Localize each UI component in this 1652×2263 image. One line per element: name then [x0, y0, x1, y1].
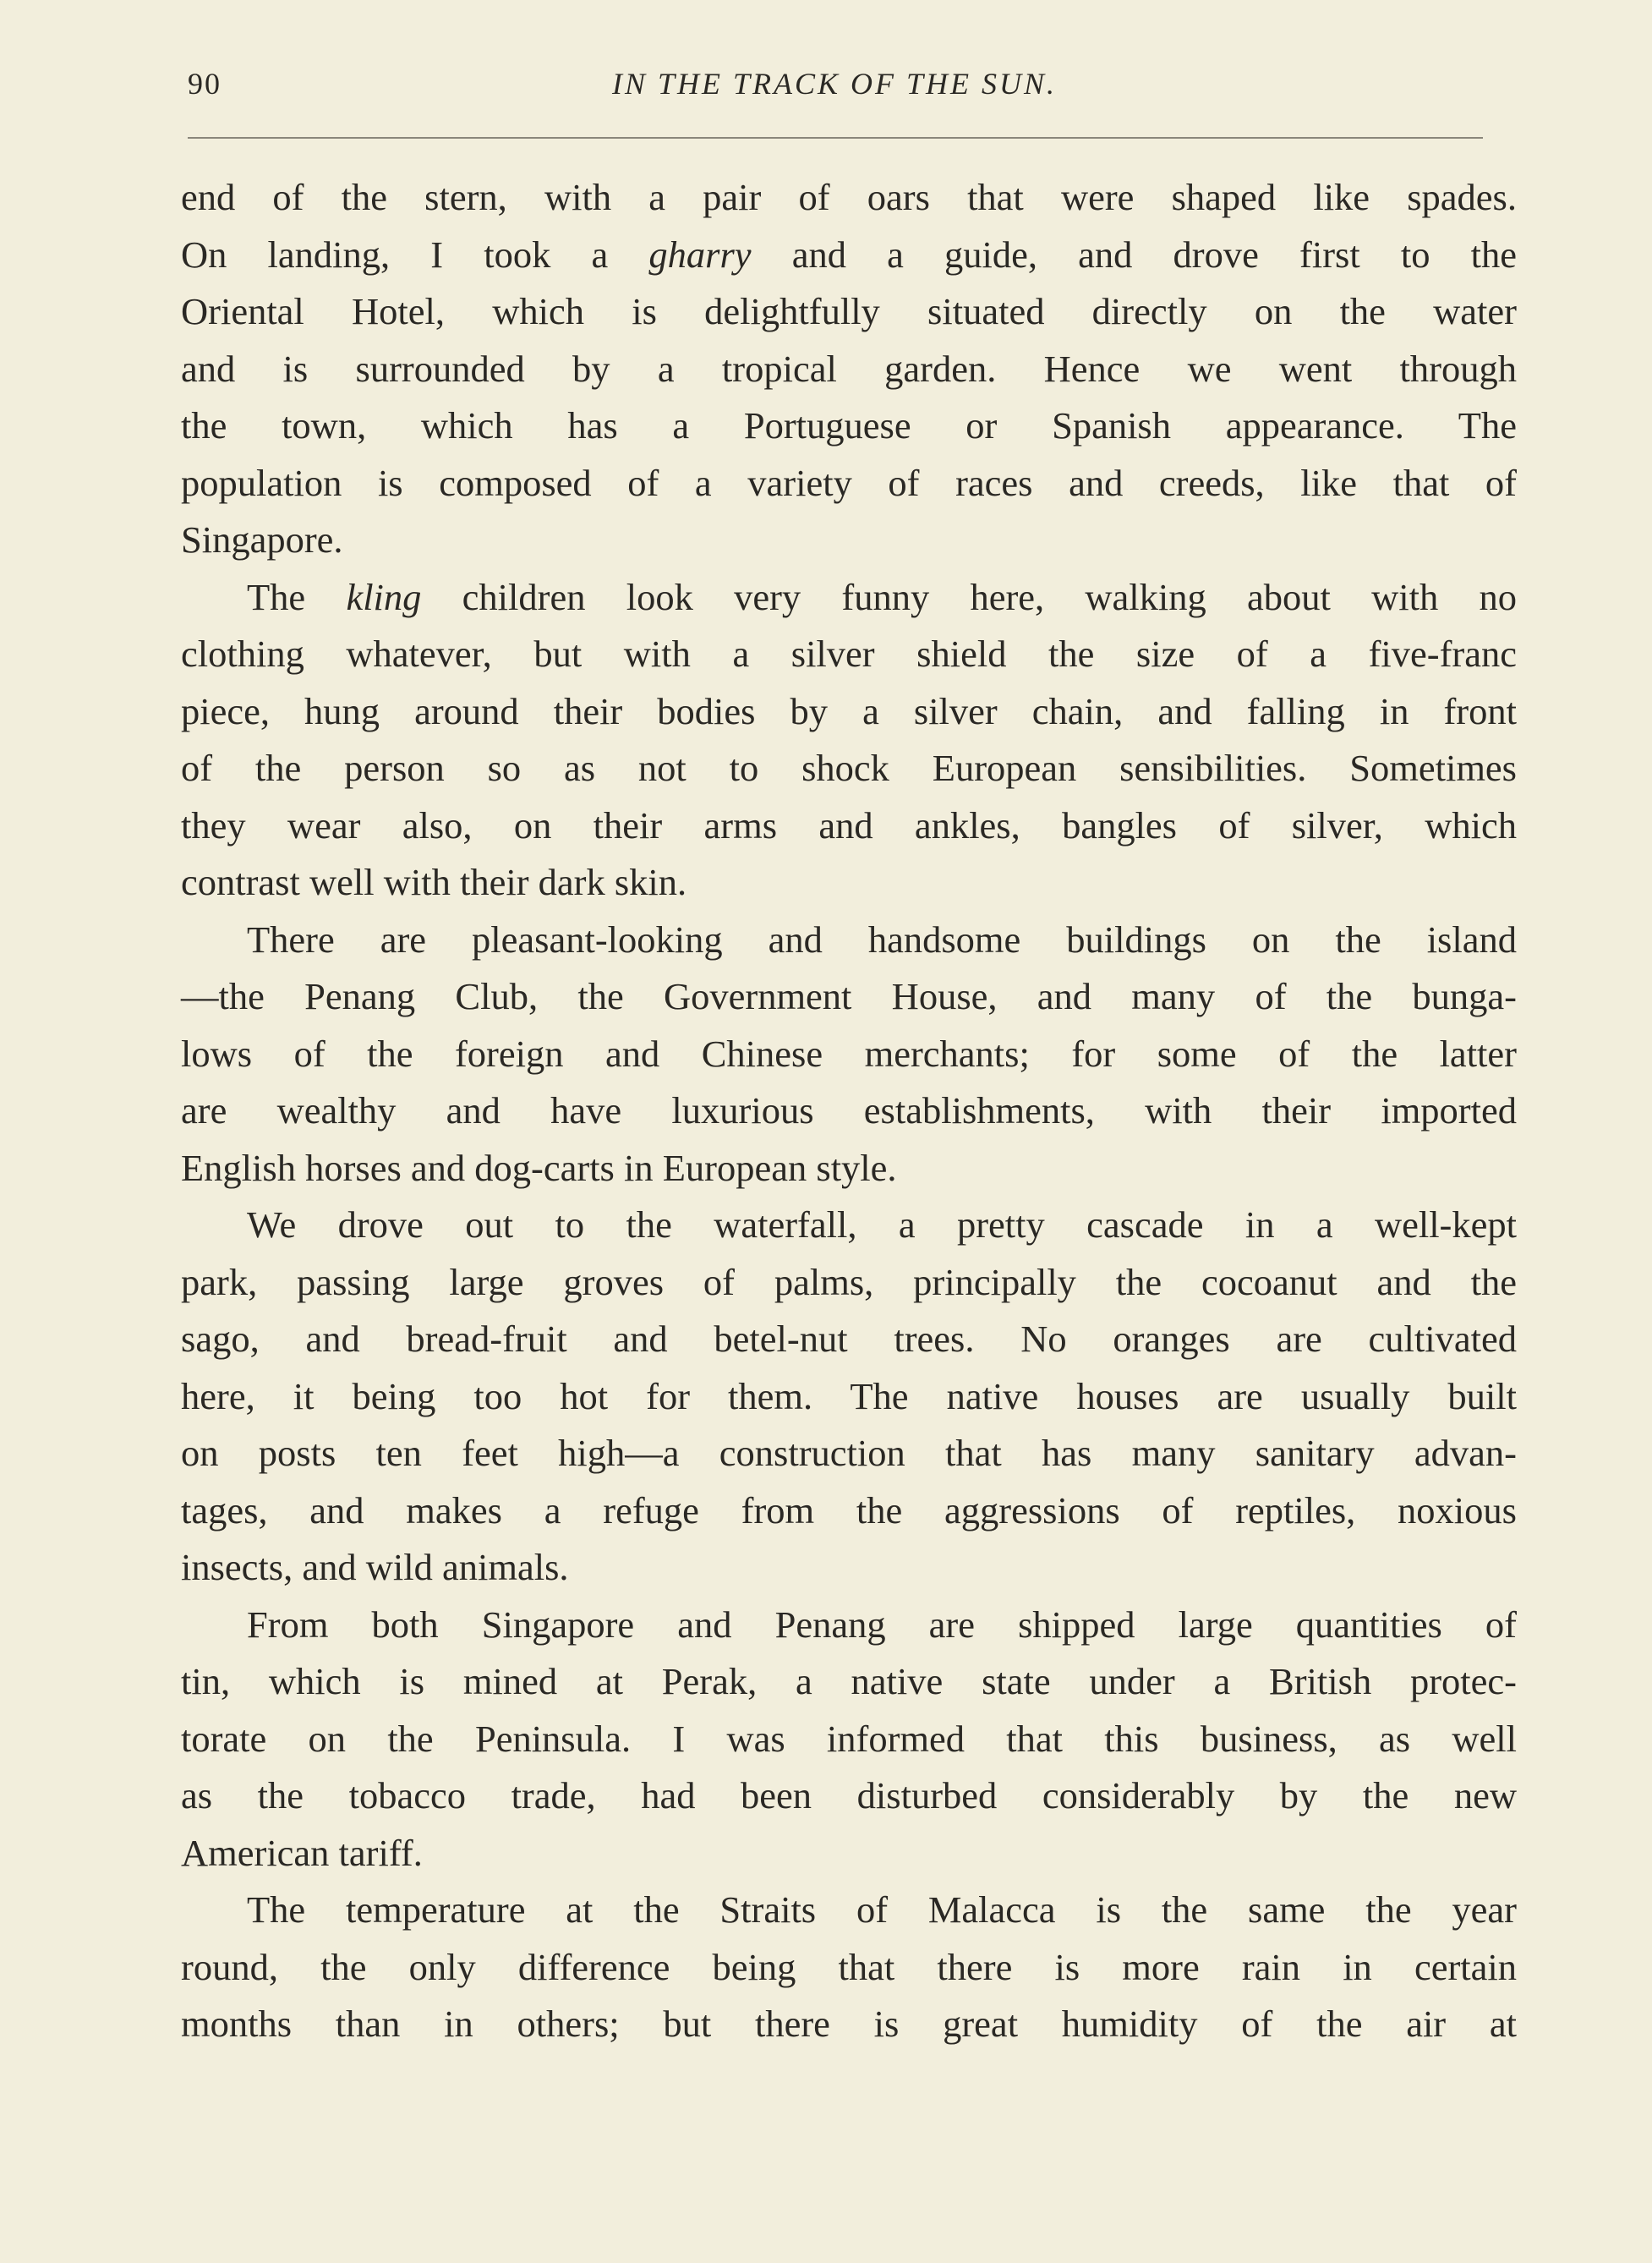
text-line: clothing whatever, but with a silver shield the size of a five-franc — [181, 633, 1517, 675]
text-line: are wealthy and have luxurious establishments, with their imported — [181, 1089, 1517, 1132]
page-header — [188, 66, 1481, 108]
text-line: American tariff. — [181, 1831, 423, 1874]
text-line: sago, and bread-fruit and betel-nut trees. No oranges are cultivated — [181, 1318, 1517, 1360]
text-line: insects, and wild animals. — [181, 1546, 569, 1588]
text-line: they wear also, on their arms and ankles, bangles of silver, which — [181, 803, 1517, 847]
text-line: From both Singapore and Penang are shipped large quantities of — [247, 1603, 1517, 1646]
body-text — [181, 169, 1517, 2053]
text-line: park, passing large groves of palms, principally the cocoanut and the — [181, 1260, 1517, 1303]
header-rule — [188, 137, 1483, 139]
text-line: The kling children look very funny here, walking about with no — [247, 575, 1517, 618]
running-title: IN THE TRACK OF THE SUN. — [611, 67, 1058, 101]
text-line: We drove out to the waterfall, a pretty cascade in a well-kept — [247, 1203, 1517, 1246]
paragraph — [181, 169, 1517, 569]
text-line: English horses and dog-carts in European style. — [181, 1146, 897, 1189]
text-line: here, it being too hot for them. The native houses are usually built — [181, 1374, 1517, 1417]
italic-term: gharry — [648, 233, 752, 276]
text-line: population is composed of a variety of races and creeds, like that of — [181, 461, 1517, 504]
text-line: There are pleasant-looking and handsome buildings on the island — [247, 918, 1517, 961]
text-line: on posts ten feet high—a construction that has many sanitary advan- — [181, 1432, 1517, 1474]
text-line: lows of the foreign and Chinese merchants; for some of the latter — [181, 1032, 1517, 1075]
paragraph — [181, 912, 1517, 1197]
paragraph — [181, 1882, 1517, 2053]
page-number: 90 — [188, 67, 222, 101]
text-line: end of the stern, with a pair of oars that were shaped like spades. — [181, 176, 1517, 218]
text-line: tin, which is mined at Perak, a native state under a British protec- — [181, 1660, 1517, 1702]
text-line: contrast well with their dark skin. — [181, 861, 687, 903]
text-line: Oriental Hotel, which is delightfully situated directly on the water — [181, 290, 1517, 332]
italic-term: kling — [346, 575, 422, 618]
text-line: On landing, I took a gharry and a guide, and drove first to the — [181, 233, 1517, 276]
text-line: and is surrounded by a tropical garden. Hence we went through — [181, 347, 1517, 390]
text-line: round, the only difference being that there is more rain in certain — [181, 1945, 1517, 1988]
text-line: tages, and makes a refuge from the aggressions of reptiles, noxious — [181, 1488, 1517, 1531]
text-line: months than in others; but there is great humidity of the air at — [181, 2003, 1517, 2045]
text-line: as the tobacco trade, had been disturbed considerably by the new — [181, 1774, 1517, 1816]
text-line: of the person so as not to shock European sensibilities. Sometimes — [181, 747, 1517, 789]
paragraph — [181, 1597, 1517, 1882]
text-line: the town, which has a Portuguese or Spanish appearance. The — [181, 404, 1517, 447]
text-line: —the Penang Club, the Government House, and many of the bunga- — [181, 975, 1517, 1017]
paragraph — [181, 1197, 1517, 1597]
text-line: Singapore. — [181, 518, 343, 561]
text-line: torate on the Peninsula. I was informed that this business, as well — [181, 1717, 1517, 1760]
text-line: piece, hung around their bodies by a silver chain, and falling in front — [181, 689, 1517, 732]
text-line: The temperature at the Straits of Malacca is the same the year — [247, 1888, 1517, 1931]
paragraph — [181, 569, 1517, 912]
